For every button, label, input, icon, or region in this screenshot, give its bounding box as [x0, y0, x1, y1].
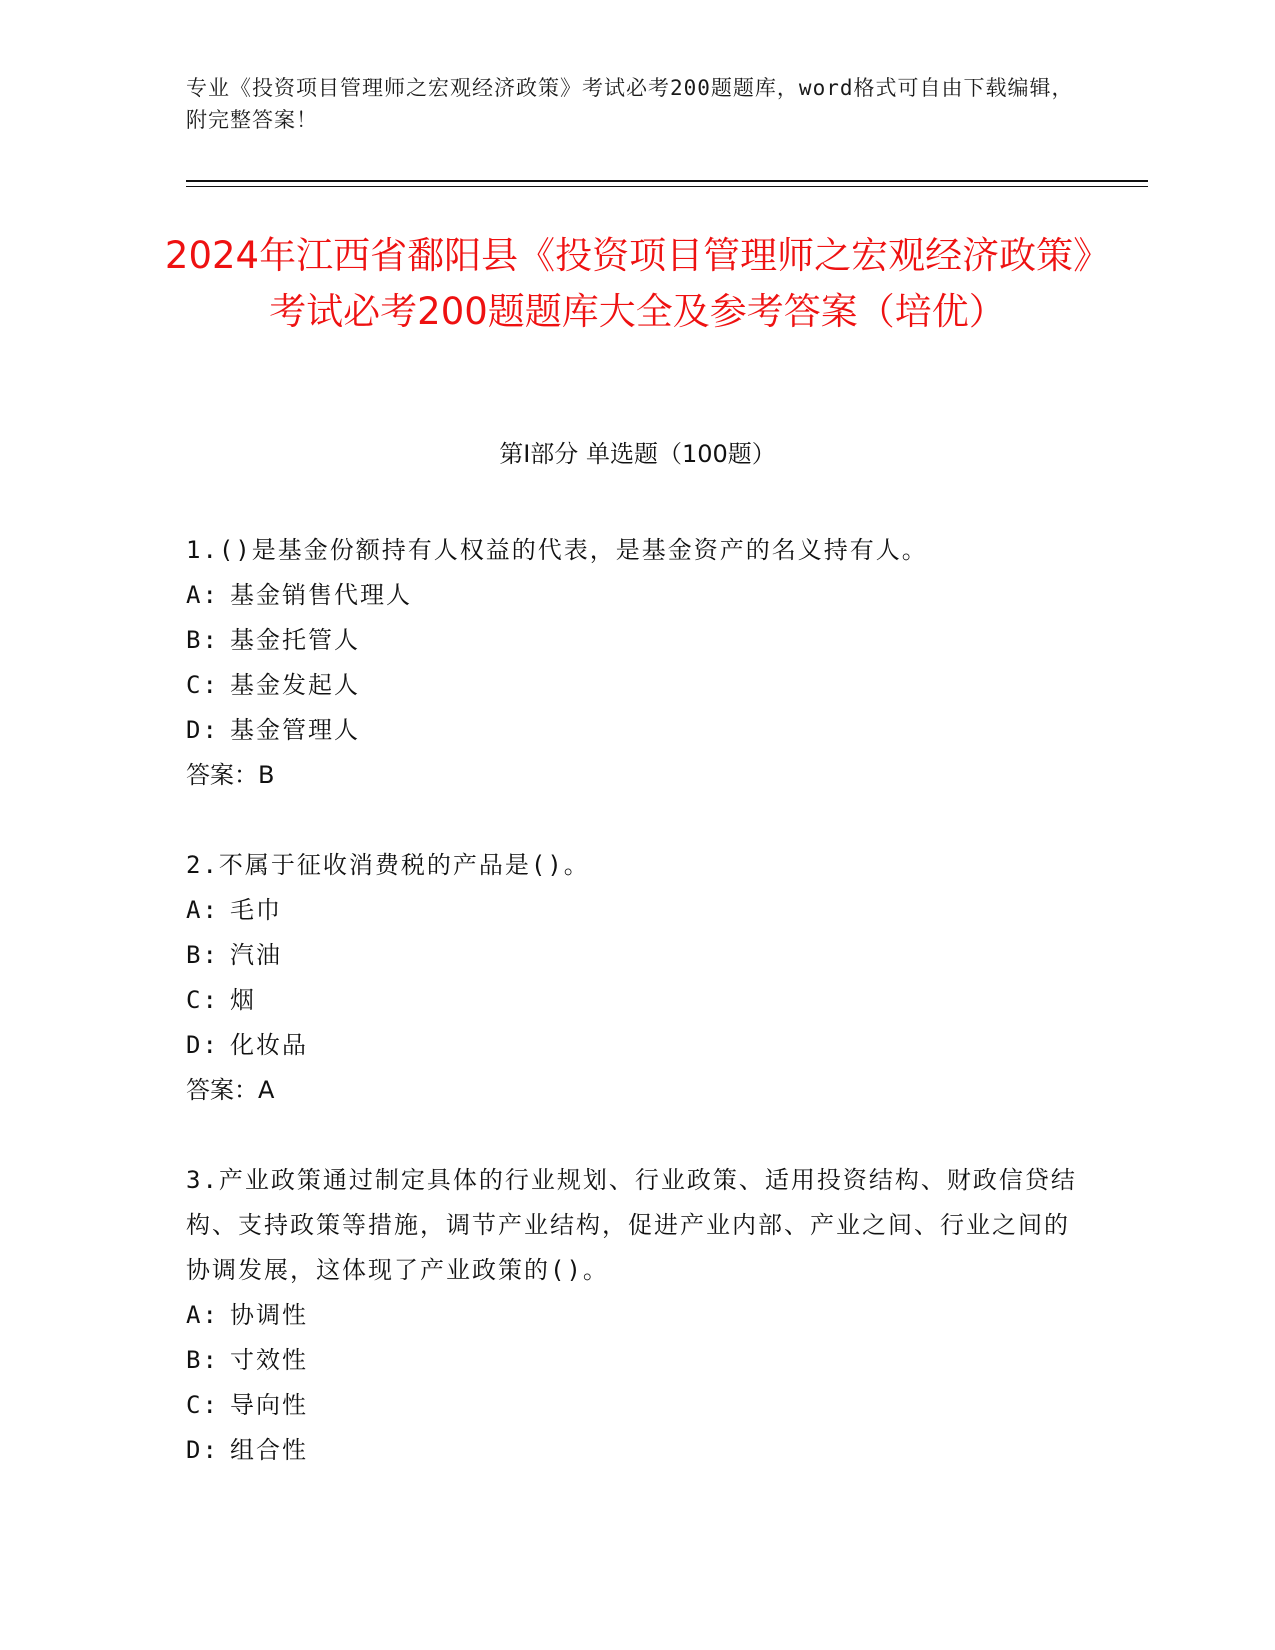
option-letter: C:: [186, 1391, 219, 1419]
option-letter: A:: [186, 581, 219, 609]
option-a: [186, 888, 1086, 933]
question-stem: 2.不属于征收消费税的产品是()。: [186, 851, 590, 879]
option-d: [186, 708, 1086, 753]
option-text: 基金托管人: [230, 626, 360, 654]
header-rule-thin: [186, 186, 1148, 187]
option-text: 协调性: [230, 1301, 308, 1329]
option-c: [186, 978, 1086, 1023]
question-stem: 3.产业政策通过制定具体的行业规划、行业政策、适用投资结构、财政信贷结构、支持政策等措施，调节产业结构，促进产业内部、产业之间、行业之间的协调发展，这体现了产业政策的()。: [186, 1166, 1077, 1284]
question-list: [186, 528, 1086, 1473]
option-letter: D:: [186, 1436, 219, 1464]
option-letter: A:: [186, 1301, 219, 1329]
option-text: 烟: [230, 986, 256, 1014]
option-text: 基金管理人: [230, 716, 360, 744]
option-letter: D:: [186, 716, 219, 744]
option-letter: B:: [186, 941, 219, 969]
option-text: 基金销售代理人: [230, 581, 412, 609]
option-c: [186, 1383, 1086, 1428]
option-b: [186, 618, 1086, 663]
option-text: 寸效性: [230, 1346, 308, 1374]
option-letter: D:: [186, 1031, 219, 1059]
question-stem: 1.()是基金份额持有人权益的代表，是基金资产的名义持有人。: [186, 536, 928, 564]
option-text: 毛巾: [230, 896, 282, 924]
option-d: [186, 1023, 1086, 1068]
question-3: [186, 1158, 1086, 1473]
option-b: [186, 933, 1086, 978]
option-text: 基金发起人: [230, 671, 360, 699]
question-answer: 答案：B: [186, 761, 275, 789]
option-a: [186, 573, 1086, 618]
header-rule-thick: [186, 180, 1148, 182]
section-title: 第I部分 单选题（100题）: [499, 440, 776, 468]
option-letter: C:: [186, 986, 219, 1014]
option-letter: B:: [186, 626, 219, 654]
option-text: 化妆品: [230, 1031, 308, 1059]
option-letter: B:: [186, 1346, 219, 1374]
option-text: 导向性: [230, 1391, 308, 1419]
question-1: [186, 528, 1086, 798]
option-letter: A:: [186, 896, 219, 924]
option-d: [186, 1428, 1086, 1473]
option-text: 组合性: [230, 1436, 308, 1464]
option-letter: C:: [186, 671, 219, 699]
document-title: 2024年江西省鄱阳县《投资项目管理师之宏观经济政策》考试必考200题题库大全及参考答案（培优）: [164, 234, 1111, 333]
option-a: [186, 1293, 1086, 1338]
header-note: 专业《投资项目管理师之宏观经济政策》考试必考200题题库，word格式可自由下载编辑，附完整答案！: [186, 76, 1074, 132]
option-text: 汽油: [230, 941, 282, 969]
question-answer: 答案：A: [186, 1076, 275, 1104]
option-b: [186, 1338, 1086, 1383]
question-2: [186, 843, 1086, 1113]
option-c: [186, 663, 1086, 708]
